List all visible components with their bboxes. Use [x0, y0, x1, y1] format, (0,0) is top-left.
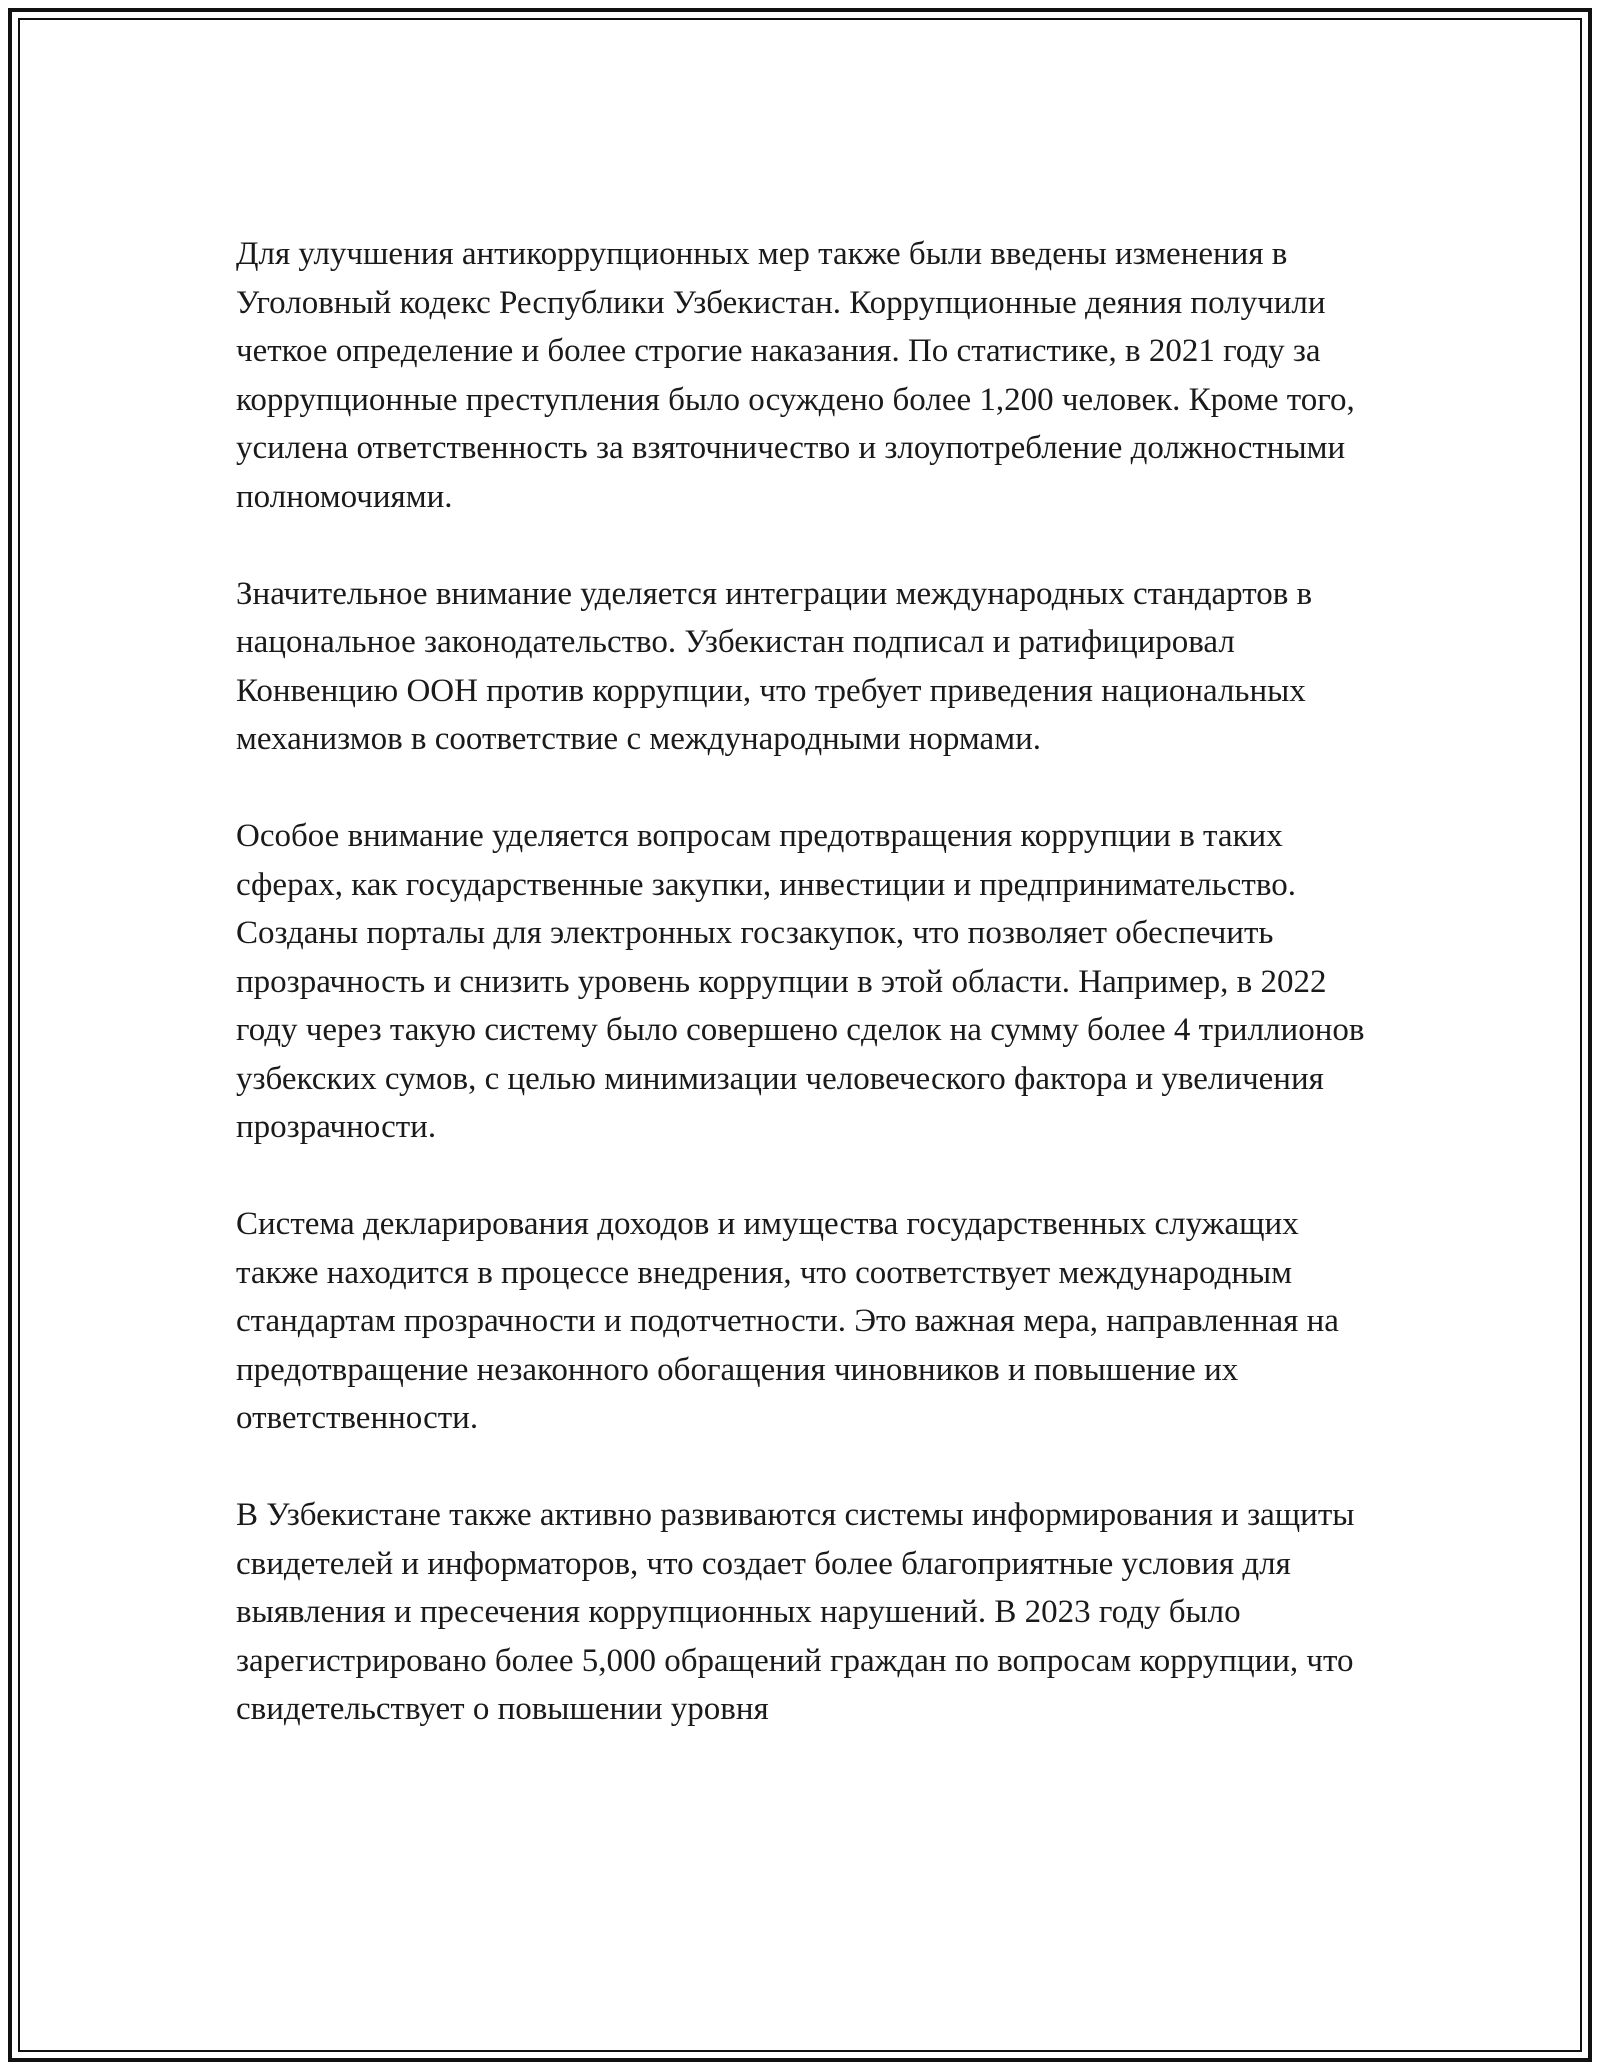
- document-body: [236, 230, 1366, 1734]
- paragraph-whistleblower-protection: В Узбекистане также активно развиваются системы информирования и защиты свидетелей и информаторов, что создает более благоприятные условия для выявления и пресечения коррупционных нарушений. В 2023 году было зарегистрировано более 5,000 обращений граждан по вопросам коррупции, что свидетельствует о повышении уровня: [236, 1497, 1355, 1727]
- paragraph-income-declaration: Система декларирования доходов и имущества государственных служащих также находится в процессе внедрения, что соответствует международным стандартам прозрачности и подотчетности. Это важная мера, направленная на предотвращение незаконного обогащения чиновников и повышение их ответственности.: [236, 1206, 1339, 1436]
- paragraph-international-standards: Значительное внимание уделяется интеграции международных стандартов в нацональное законодательство. Узбекистан подписал и ратифицировал Конвенцию ООН против коррупции, что требует приведения национальных механизмов в соответствие с международными нормами.: [236, 575, 1313, 757]
- paragraph-criminal-code: Для улучшения антикоррупционных мер также были введены изменения в Уголовный кодекс Республики Узбекистан. Коррупционные деяния получили четкое определение и более строгие наказания. По статистике, в 2021 году за коррупционные преступления было осуждено более 1,200 человек. Кроме того, усилена ответственность за взяточничество и злоупотребление должностными полномочиями.: [236, 236, 1355, 515]
- paragraph-public-procurement: Особое внимание уделяется вопросам предотвращения коррупции в таких сферах, как государственные закупки, инвестиции и предпринимательство. Созданы порталы для электронных госзакупок, что позволяет обеспечить прозрачность и снизить уровень коррупции в этой области. Например, в 2022 году через такую систему было совершено сделок на сумму более 4 триллионов узбекских сумов, с целью минимизации человеческого фактора и увеличения прозрачности.: [236, 818, 1365, 1145]
